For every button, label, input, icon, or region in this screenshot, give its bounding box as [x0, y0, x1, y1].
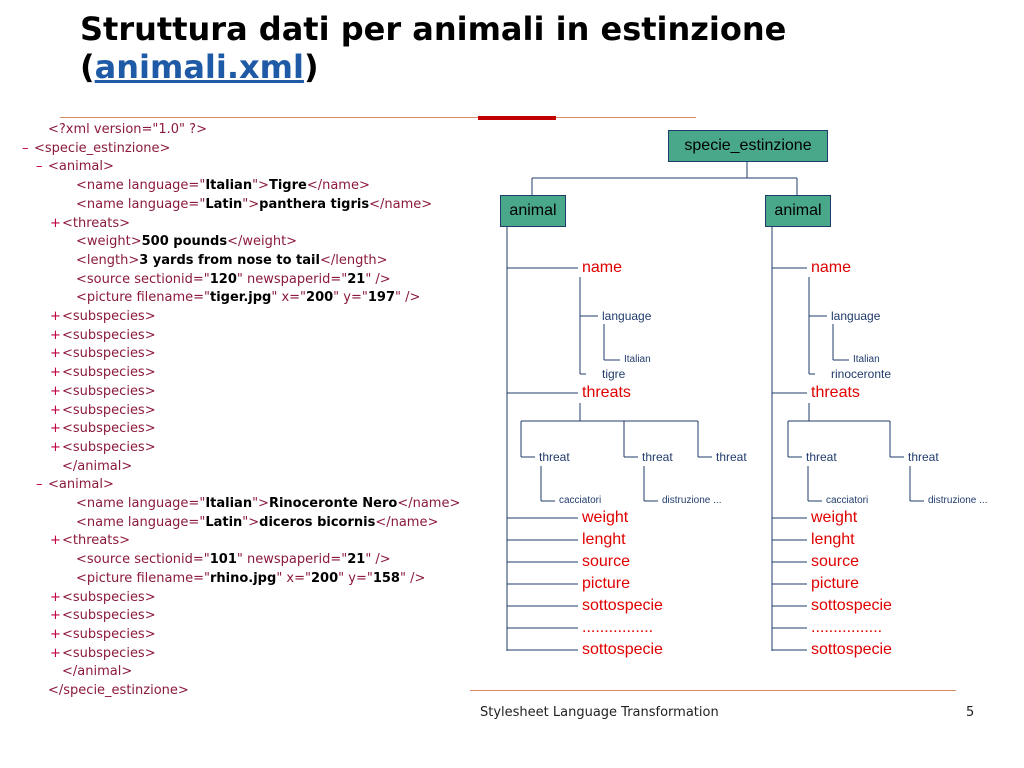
xml-markup: <specie_estinzione> [34, 140, 171, 156]
xml-markup: " /> [365, 552, 391, 568]
xml-markup: <subspecies> [62, 645, 156, 661]
xml-value: Latin [205, 196, 243, 212]
xml-markup: "> [252, 178, 269, 194]
xml-markup: filename=" [136, 290, 210, 306]
footer-text: Stylesheet Language Transformation [480, 705, 719, 720]
xml-markup: " x=" [276, 570, 311, 586]
xml-markup: <name [76, 514, 128, 530]
xml-markup: <picture [76, 570, 137, 586]
xml-markup: " x=" [271, 290, 307, 306]
threat-node: threat [908, 450, 939, 464]
xml-value: Latin [205, 514, 243, 530]
expand-toggle[interactable]: + [50, 608, 61, 624]
xml-markup: </weight> [227, 234, 298, 250]
name-value: rinoceronte [831, 367, 892, 381]
field-label: weight [582, 509, 629, 526]
xml-markup: "> [252, 496, 269, 511]
xml-value: Rinoceronte Nero [268, 496, 398, 511]
expand-toggle[interactable]: + [50, 645, 61, 661]
xml-markup: <name [76, 496, 128, 511]
expand-toggle[interactable]: + [50, 439, 61, 455]
xml-markup: language=" [127, 178, 206, 194]
xml-markup: " /> [399, 570, 426, 586]
xml-markup: <subspecies> [62, 327, 156, 343]
threat-node: threat [806, 450, 837, 464]
xml-markup: language=" [127, 196, 206, 212]
xml-value: 21 [347, 271, 366, 287]
threat-node: threat [642, 450, 673, 464]
field-name: name [811, 259, 852, 276]
attr-value-italian: Italian [853, 354, 880, 365]
xml-value: tiger.jpg [209, 290, 272, 306]
expand-toggle[interactable]: + [50, 383, 61, 399]
xml-markup: <threats> [62, 215, 131, 231]
threat-value: cacciatori [559, 495, 602, 506]
field-threats: threats [811, 384, 860, 401]
xml-value: Italian [205, 178, 253, 194]
xml-value: panthera tigris [259, 196, 370, 212]
field-label: sottospecie [582, 597, 663, 614]
field-label: source [582, 553, 631, 570]
xml-markup: <subspecies> [62, 365, 156, 381]
xml-value: Italian [205, 496, 253, 511]
xml-markup: </name> [306, 178, 370, 194]
field-label: sottospecie [811, 641, 892, 658]
xml-value: Tigre [268, 178, 307, 194]
expand-toggle[interactable]: + [50, 421, 61, 437]
field-label: weight [811, 509, 858, 526]
xml-markup: sectionid=" [134, 271, 210, 287]
field-name: name [582, 259, 623, 276]
xml-markup: filename=" [136, 570, 210, 586]
field-label: ................ [582, 619, 654, 636]
field-label: sottospecie [811, 597, 892, 614]
root-node: specie_estinzione [668, 130, 828, 162]
xml-markup: <animal> [48, 159, 114, 175]
xml-value: 21 [347, 552, 366, 568]
threat-value: cacciatori [826, 495, 869, 506]
xml-markup: </animal> [62, 458, 133, 474]
xml-markup: <threats> [62, 533, 131, 549]
xml-markup: <weight> [76, 234, 142, 250]
attr-value-italian: Italian [624, 354, 651, 365]
threat-value: distruzione ... [928, 495, 988, 506]
title-open-paren: ( [80, 48, 95, 86]
xml-markup: <subspecies> [62, 439, 156, 455]
xml-markup: <source [76, 552, 135, 568]
field-label: sottospecie [582, 641, 663, 658]
xml-markup: <subspecies> [62, 421, 156, 437]
xml-value: 200 [311, 570, 339, 586]
xml-markup: </name> [375, 514, 439, 530]
threat-value: distruzione ... [662, 495, 722, 506]
xml-markup: " /> [365, 271, 391, 287]
expand-toggle[interactable]: + [50, 626, 61, 642]
xml-markup: "> [242, 196, 260, 212]
xml-markup: <subspecies> [62, 608, 156, 624]
xml-markup: " /> [395, 290, 421, 306]
xml-markup: </name> [369, 196, 433, 212]
field-label: lenght [582, 531, 626, 548]
xml-markup: </length> [319, 252, 388, 268]
xml-markup: sectionid=" [134, 552, 210, 568]
expand-toggle[interactable]: + [50, 402, 61, 418]
animal-node-right: animal [765, 195, 831, 227]
title-text: Struttura dati per animali in estinzione [80, 10, 787, 48]
xml-markup: <picture [76, 290, 137, 306]
animal-node-left: animal [500, 195, 566, 227]
expand-toggle[interactable]: + [50, 533, 61, 549]
field-threats: threats [582, 384, 631, 401]
expand-toggle[interactable]: + [50, 365, 61, 381]
xml-value: 3 yards from nose to tail [139, 252, 320, 268]
xml-markup: " y=" [333, 290, 368, 306]
xml-markup: <subspecies> [62, 309, 156, 324]
xml-value: 120 [209, 271, 237, 287]
xml-value: 200 [306, 290, 334, 306]
page-number: 5 [966, 705, 975, 720]
xml-markup: <subspecies> [62, 626, 156, 642]
xml-value: diceros bicornis [259, 514, 376, 530]
threat-node: threat [716, 450, 747, 464]
field-label: picture [811, 575, 860, 592]
expand-toggle[interactable]: + [50, 309, 61, 324]
collapse-toggle[interactable]: – [36, 477, 43, 493]
field-label: ................ [811, 619, 883, 636]
xml-markup: </animal> [62, 664, 133, 680]
collapse-toggle[interactable]: – [22, 140, 29, 156]
xml-markup: <subspecies> [62, 402, 156, 418]
xml-markup: <animal> [48, 477, 114, 493]
expand-toggle[interactable]: + [50, 215, 61, 231]
xml-markup: language=" [127, 514, 206, 530]
expand-toggle[interactable]: + [50, 327, 61, 343]
xml-file-link[interactable]: animali.xml [94, 48, 304, 86]
xml-value: 500 pounds [141, 234, 228, 250]
xml-markup: <length> [76, 252, 140, 268]
xml-markup: " y=" [338, 570, 373, 586]
field-label: source [811, 553, 860, 570]
threat-node: threat [539, 450, 570, 464]
collapse-toggle[interactable]: – [36, 159, 43, 175]
xml-markup: </specie_estinzione> [48, 683, 189, 698]
expand-toggle[interactable]: + [50, 346, 61, 362]
xml-value: 197 [367, 290, 395, 306]
xml-markup: language=" [127, 496, 206, 511]
expand-toggle[interactable]: + [50, 589, 61, 605]
xml-markup: <subspecies> [62, 383, 156, 399]
xml-value: rhino.jpg [209, 570, 277, 586]
field-label: picture [582, 575, 631, 592]
xml-markup: "> [242, 514, 260, 530]
xml-markup: " newspaperid=" [236, 271, 348, 287]
xml-markup: <subspecies> [62, 346, 156, 362]
attr-language: language [602, 309, 652, 323]
title-close-paren: ) [303, 48, 319, 86]
xml-markup: <name [76, 196, 128, 212]
xml-markup: </name> [397, 496, 461, 511]
xml-value: 158 [372, 570, 400, 586]
attr-language: language [831, 309, 881, 323]
xml-markup: " newspaperid=" [236, 552, 348, 568]
xml-value: 101 [209, 552, 237, 568]
xml-markup: <?xml version="1.0" ?> [48, 122, 207, 137]
xml-markup: <source [76, 271, 135, 287]
xml-markup: <name [76, 178, 128, 194]
xml-markup: <subspecies> [62, 589, 156, 605]
name-value: tigre [602, 367, 626, 381]
field-label: lenght [811, 531, 855, 548]
